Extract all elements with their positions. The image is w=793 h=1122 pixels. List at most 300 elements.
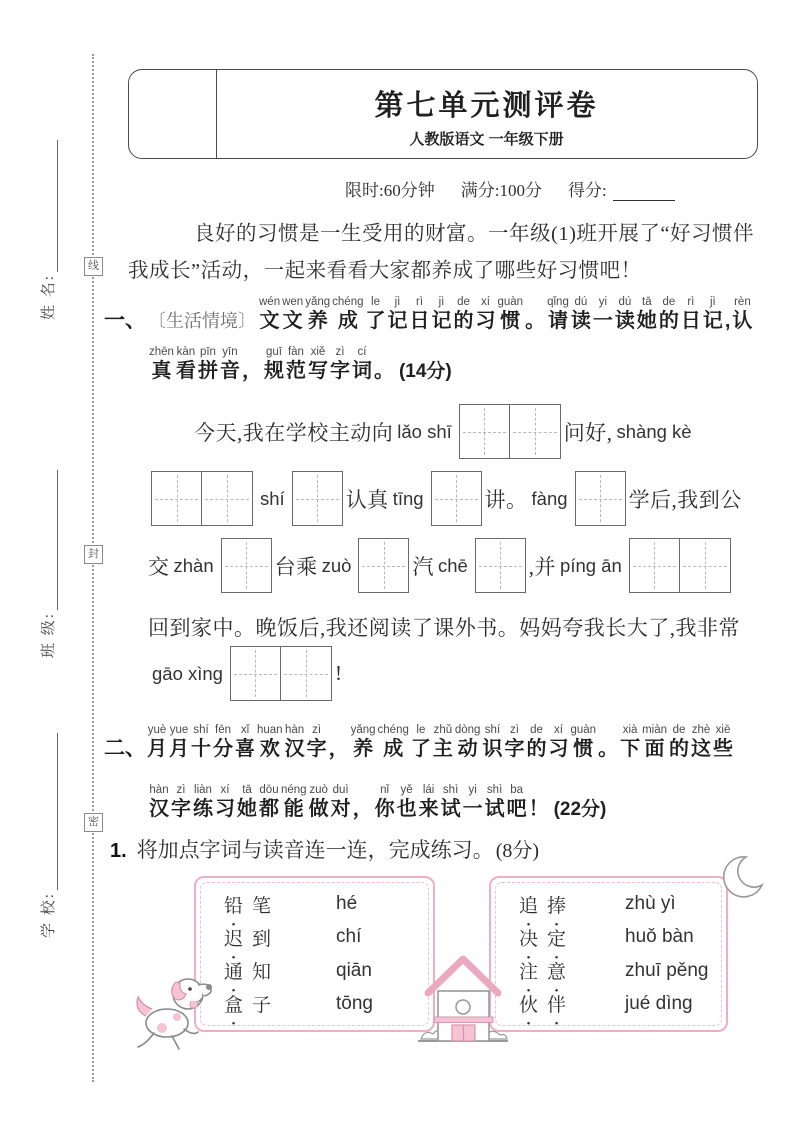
ruby-unit [258,784,280,822]
hanzi-text: 喜 [235,738,255,760]
pinyin-text: cí [357,346,367,358]
sidebar-field-label: 姓 名: [41,274,57,320]
hanzi-text: 做 [308,798,329,820]
ruby-unit [329,346,351,384]
exam-meta-line [345,176,675,201]
diary-pinyin-segment: zhàn [173,554,214,576]
ruby-unit [256,724,284,762]
pinyin-text: xiē [715,724,731,736]
match-word[interactable] [224,924,336,951]
score-blank-line[interactable] [613,184,675,201]
pinyin-text: de [672,724,686,736]
writing-grid [475,538,526,593]
intro-line-1: 良好的习惯是一生受用的财富。一年级(1)班开展了“好习惯伴 [194,223,755,245]
hanzi-text: 的 [453,310,474,332]
hanzi-text: 习 [475,310,496,332]
pinyin-text: guàn [497,296,524,308]
hanzi-text: 些 [713,738,733,760]
diary-pinyin-segment: píng ān [560,554,622,576]
pinyin-text: tā [642,296,652,308]
section1-context-tag: 〔生活情境〕 [148,311,256,331]
ruby-unit [506,784,528,822]
pinyin-text: dú [574,296,588,308]
writing-grid [151,471,253,526]
ruby-unit [592,296,614,334]
ruby-unit [462,784,484,822]
ruby-unit [668,724,690,762]
pinyin-text: rì [415,296,424,308]
ruby-unit [619,724,641,762]
pinyin-text: jì [709,296,716,308]
pinyin-text: xí [220,784,230,796]
pinyin-text: dú [618,296,632,308]
pinyin-text: de [457,296,470,308]
ruby-unit [525,724,547,762]
hanzi-text: 分 [213,738,233,760]
writing-grid-cell[interactable] [230,646,281,701]
hanzi-text: 日 [680,310,701,332]
section2-heading-line2 [148,784,606,822]
writing-grid [459,404,561,459]
ruby-unit [569,724,597,762]
match-word[interactable] [519,957,625,984]
pinyin-text [537,784,540,797]
ruby-unit [328,724,350,762]
match-rows-right [519,888,718,1020]
hanzi-text: 试 [484,798,505,820]
match-word-char: 盒 [224,995,244,1017]
match-box-left [194,876,435,1032]
ruby-unit [503,724,525,762]
hanzi-text: 成 [383,738,404,760]
pinyin-text: zì [312,724,322,736]
hanzi-text: 习 [215,798,235,820]
hanzi-text: 这 [691,738,711,760]
match-word-char: 意 [547,962,567,984]
section2-score: (22分) [553,799,607,820]
hanzi-text: 拼 [197,360,218,382]
ruby-unit [219,346,241,384]
ruby-unit [724,296,732,334]
writing-grid-cell[interactable] [221,538,272,593]
hanzi-text: 看 [175,360,196,382]
match-pinyin-option[interactable]: tōng [336,992,373,1014]
hanzi-text: 汉 [149,798,169,820]
ruby-unit [192,784,214,822]
ruby-unit [387,296,409,334]
match-word-char: 笔 [252,895,272,917]
match-word[interactable] [519,924,625,951]
ruby-unit [214,784,236,822]
question-1-heading [110,834,539,864]
pinyin-text: tā [242,784,252,796]
pinyin-text: fàn [287,346,304,358]
ruby-unit [148,346,175,384]
diary-text-segment: 交 [148,554,170,579]
writing-grid-cell[interactable] [202,471,253,526]
match-pinyin-option[interactable]: qiān [336,959,372,981]
ruby-unit [197,346,219,384]
ruby-unit [258,296,281,334]
ruby-unit [597,724,619,762]
sidebar-field-blank-line[interactable] [42,140,58,272]
hanzi-text: 惯 [500,310,521,332]
question-1-text: 将加点字词与读音连一连，完成练习。 [136,838,494,862]
pinyin-text: yīn [222,346,238,358]
writing-grid [358,538,409,593]
hanzi-text: 的 [669,738,689,760]
pinyin-text [606,724,609,737]
pinyin-text: zuò [309,784,328,796]
diary-text-segment: 台乘 [274,554,318,579]
diary-text-segment: 讲。 [484,487,528,512]
match-pinyin-option[interactable]: huǒ bàn [625,926,694,948]
page-title: 第七单元测评卷 [374,90,599,122]
section1-heading-line1 [104,296,753,334]
hanzi-text: 吧 [506,798,527,820]
pinyin-text: dōu [259,784,279,796]
match-word-char: 知 [252,962,272,984]
ruby-unit [374,784,396,822]
hanzi-text: 记 [431,310,452,332]
hanzi-text: 的 [526,738,547,760]
pinyin-text: xí [553,724,563,736]
hanzi-text: 真 [151,360,172,382]
ruby-unit [330,784,352,822]
ruby-unit [236,784,258,822]
match-word-char: 伴 [547,995,567,1017]
pinyin-text [361,784,364,797]
pinyin-text: lái [422,784,435,796]
ruby-unit [350,724,377,762]
seal-dotted-line [92,54,94,1082]
match-pinyin-option[interactable]: jué dìng [625,992,693,1014]
ruby-unit [547,724,569,762]
pinyin-text [726,296,729,309]
writing-grid-cell[interactable] [459,404,510,459]
hanzi-text: 读 [570,310,591,332]
hanzi-text: 欢 [259,738,280,760]
ruby-unit [454,724,482,762]
pinyin-text: yi [468,784,477,796]
writing-grid [292,471,343,526]
diary-pinyin-segment: gāo xìng [152,662,223,684]
pink-house-illustration [417,946,509,1044]
pinyin-text: néng [281,784,307,796]
hanzi-text: 养 [353,738,374,760]
hanzi-text: 面 [644,738,665,760]
diary-text-segment: 回到家中。晚饭后,我还阅读了课外书。妈妈夸我长大了,我非常 [148,616,740,640]
writing-grid-cell[interactable] [475,538,526,593]
ruby-unit [410,724,432,762]
diary-text-segment: 今天,我在学校主动向 [194,420,394,445]
ruby-unit [148,784,170,822]
match-row [519,921,718,953]
pinyin-text [533,296,536,309]
hanzi-text: ！ [528,798,549,820]
match-word-char: 捧 [547,895,567,917]
ruby-unit [234,724,256,762]
writing-grid-cell[interactable] [281,646,332,701]
writing-grid [575,471,626,526]
writing-grid-cell[interactable] [431,471,482,526]
match-word-char: 到 [252,928,272,950]
ruby-unit [524,296,546,334]
hanzi-text: 试 [440,798,461,820]
hanzi-text: 也 [396,798,417,820]
match-pinyin-option[interactable]: hé [336,893,358,914]
hanzi-text: 能 [283,798,304,820]
section1-heading-line2 [148,346,452,384]
ruby-unit [280,784,308,822]
hanzi-text: 习 [548,738,569,760]
match-row [224,955,425,987]
ruby-unit [712,724,734,762]
writing-grid-cell[interactable] [510,404,561,459]
ruby-unit [284,724,306,762]
pinyin-text: guī [265,346,282,358]
ruby-unit [146,724,168,762]
hanzi-text: ， [352,798,373,820]
pinyin-text: rì [687,296,695,308]
pinyin-text: shì [486,784,503,796]
seal-char-box: 密 [84,813,103,832]
hanzi-text: 对 [330,798,351,820]
diary-text-segment: ! [334,661,343,685]
ruby-unit [352,784,374,822]
ruby-unit [431,296,453,334]
ruby-unit [263,346,285,384]
match-word[interactable] [519,891,625,918]
hanzi-text: 练 [193,798,213,820]
pinyin-text: de [662,296,676,308]
pinyin-text: ba [510,784,523,796]
score-label: 得分: [567,181,607,200]
ruby-unit [241,346,263,384]
hanzi-text: 读 [614,310,635,332]
ruby-unit [546,296,570,334]
ruby-unit [690,724,712,762]
pinyin-text: shí [193,724,209,736]
diary-pinyin-segment: lǎo shī [397,420,452,442]
ruby-unit [731,296,753,334]
hanzi-text: 你 [374,798,395,820]
diary-text-segment: 认真 [345,487,389,512]
seal-char-box: 线 [84,257,103,276]
hanzi-text: 写 [307,360,328,382]
full-score-label: 满分:100分 [460,181,542,200]
ruby-unit [484,784,506,822]
header-box [128,69,758,159]
pinyin-text: qǐng [547,296,569,308]
hanzi-text: 字 [171,798,191,820]
hanzi-text: , [724,310,731,332]
diary-text-segment: 问好, [563,420,613,445]
pinyin-text: xí [481,296,490,308]
sidebar-field-blank-line[interactable] [42,470,58,610]
ruby-unit [285,346,307,384]
ruby-unit [481,724,503,762]
pinyin-text [382,346,385,359]
pinyin-text: shí [484,724,501,736]
pinyin-text: hàn [285,724,305,736]
hanzi-text: 成 [337,310,358,332]
hanzi-text: 文 [282,310,303,332]
pinyin-text: xǐ [240,724,250,736]
hanzi-text: 记 [387,310,408,332]
sidebar-field [36,140,58,320]
section2-number: 二、 [104,737,146,760]
writing-grid-cell[interactable] [151,471,202,526]
time-limit-label: 限时:60分钟 [345,181,435,200]
match-word-char: 追 [519,895,539,917]
match-row [519,888,718,920]
ruby-unit [365,296,387,334]
pinyin-text: guàn [570,724,597,736]
pinyin-text: zì [335,346,345,358]
diary-text-segment: 学后,我到公 [628,487,742,512]
pinyin-text: wén [259,296,281,308]
diary-row [194,404,696,459]
sidebar-field-blank-line[interactable] [42,733,58,890]
intro-line-2: 我成长”活动，一起来看看大家都养成了哪些好习惯吧！ [128,260,642,282]
ruby-unit [614,296,636,334]
writing-grid-cell[interactable] [680,538,731,593]
match-pinyin-option[interactable]: chí [336,926,362,948]
writing-grid-cell[interactable] [358,538,409,593]
match-word[interactable] [224,957,336,984]
match-word[interactable] [224,990,336,1017]
diary-text-segment: ,并 [528,554,557,579]
hanzi-text: 的 [658,310,679,332]
diary-pinyin-segment: fàng [531,487,568,509]
writing-grid [221,538,272,593]
pinyin-text: xiě [310,346,326,358]
ruby-unit [170,784,192,822]
hanzi-text: 词 [351,360,372,382]
hanzi-text: 一 [592,310,613,332]
pinyin-text: zì [509,724,519,736]
pinyin-text: yǎng [305,296,331,308]
hanzi-text: 十 [191,738,211,760]
writing-grid-cell[interactable] [575,471,626,526]
hanzi-text: 下 [620,738,641,760]
match-word-char: 决 [519,928,539,950]
hanzi-text: 日 [409,310,430,332]
pinyin-text: zhǔ [433,724,453,736]
hanzi-text: 了 [410,738,431,760]
ruby-unit [396,784,418,822]
hanzi-text: 汉 [284,738,305,760]
pinyin-text: chéng [377,724,409,736]
hanzi-text: ， [241,360,262,382]
match-word-char: 迟 [224,928,244,950]
sidebar-field [36,470,58,658]
match-word-char: 子 [252,995,272,1017]
match-word[interactable] [224,891,336,918]
pinyin-text: de [530,724,543,736]
hanzi-text: 月 [147,738,167,760]
hanzi-text: 惯 [573,738,594,760]
match-row [224,888,425,920]
pinyin-text: rèn [734,296,751,308]
hanzi-text: 一 [462,798,483,820]
hanzi-text: 养 [307,310,328,332]
pinyin-text: duì [332,784,349,796]
sidebar-field-label: 班 级: [41,612,57,658]
writing-grid [629,538,731,593]
section1-number: 一、 [104,309,146,332]
pinyin-text: zì [176,784,186,796]
hanzi-text: 主 [432,738,453,760]
ruby-unit [190,724,212,762]
hanzi-text: 动 [457,738,478,760]
diary-pinyin-segment: shàng kè [616,420,692,442]
match-word-char: 定 [547,928,567,950]
pinyin-text: pīn [199,346,216,358]
ruby-unit [306,724,328,762]
pinyin-text: huan [257,724,283,736]
pinyin-text: chéng [332,296,364,308]
sidebar-field-label: 学 校: [41,892,57,938]
diary-pinyin-segment: tīng [392,487,424,509]
writing-grid-cell[interactable] [629,538,680,593]
diary-row [148,612,740,642]
page-subtitle: 人教版语文 一年级下册 [409,131,564,148]
ruby-unit [168,724,190,762]
pinyin-text: nǐ [380,784,390,796]
ruby-unit [702,296,724,334]
hanzi-text: 规 [263,360,284,382]
hanzi-text: 请 [547,310,568,332]
pinyin-text: zhè [691,724,711,736]
ruby-unit [304,296,331,334]
hanzi-text: 来 [418,798,439,820]
pinyin-text: kàn [176,346,196,358]
hanzi-text: 范 [285,360,306,382]
match-word-char: 注 [519,962,539,984]
match-pinyin-option[interactable]: zhù yì [625,893,676,914]
match-word[interactable] [519,990,625,1017]
ruby-unit [418,784,440,822]
writing-grid-cell[interactable] [292,471,343,526]
match-word-char: 铅 [224,895,244,917]
hanzi-text: 字 [504,738,525,760]
writing-grid [431,471,482,526]
match-word-char: 伙 [519,995,539,1017]
pinyin-text: wen [282,296,304,308]
pinyin-text: jì [438,296,445,308]
ruby-unit [212,724,234,762]
crescent-moon-icon [714,854,766,900]
pinyin-text: dòng [454,724,481,736]
pinyin-text: le [416,724,426,736]
ruby-unit [281,296,304,334]
pinyin-text: xià [622,724,638,736]
diary-pinyin-segment: zuò [321,554,352,576]
pinyin-text: yě [400,784,413,796]
ruby-unit [351,346,373,384]
diary-text-segment: 汽 [412,554,434,579]
ruby-unit [497,296,525,334]
diary-row [148,646,342,701]
match-row [224,988,425,1020]
ruby-unit [528,784,550,822]
match-pinyin-option[interactable]: zhuī pěng [625,959,709,981]
hanzi-text: 音 [219,360,240,382]
hanzi-text: 识 [482,738,503,760]
ruby-unit [432,724,454,762]
